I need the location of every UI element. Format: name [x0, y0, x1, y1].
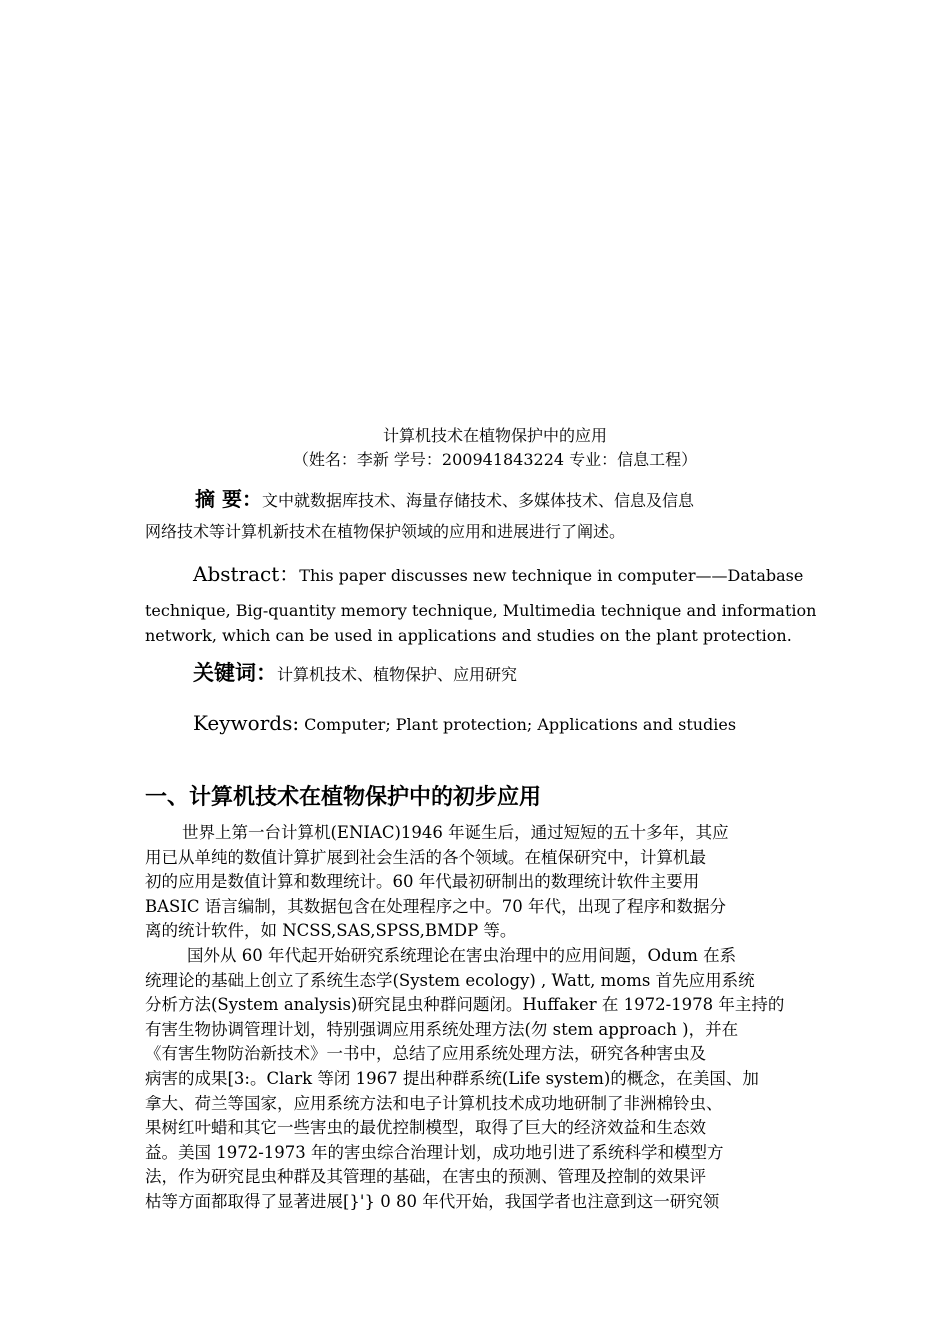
abstract-cn — [145, 484, 807, 544]
paragraph-line: 益。美国 1972-1973 年的害虫综合治理计划，成功地引进了系统科学和模型方 — [145, 1142, 724, 1162]
abstract-en-label: Abstract： — [193, 562, 300, 586]
paragraph-line: BASIC 语言编制，其数据包含在处理程序之中。70 年代，出现了程序和数据分 — [145, 896, 726, 916]
paragraph-line: 法，作为研究昆虫种群及其管理的基础，在害虫的预测、管理及控制的效果评 — [145, 1167, 706, 1187]
abstract-en — [145, 560, 817, 648]
abstract-cn-line-2: 网络技术等计算机新技术在植物保护领域的应用和进展进行了阐述。 — [145, 522, 626, 541]
paper-title: 计算机技术在植物保护中的应用 — [382, 426, 607, 445]
paragraph-line: 枯等方面都取得了显著进展[}'} 0 80 年代开始，我国学者也注意到这一研究领 — [145, 1191, 720, 1211]
paragraph-line: 病害的成果[3:。Clark 等闭 1967 提出种群系统(Life system)的概念，在美国、加 — [145, 1068, 759, 1088]
keywords-en-text: Computer; Plant protection; Applications and studies — [304, 715, 737, 734]
keywords-en-label: Keywords: — [193, 711, 300, 735]
keywords-cn — [145, 658, 807, 690]
paragraph-line: 统理论的基础上创立了系统生态学(System ecology) , Watt, moms 首先应用系统 — [145, 970, 755, 990]
abstract-en-line-2: technique, Big-quantity memory technique, Multimedia technique and information — [145, 601, 817, 620]
abstract-en-line-3: network, which can be used in applications and studies on the plant protection. — [145, 626, 792, 645]
body-paragraph-2 — [145, 944, 815, 1215]
keywords-en — [145, 708, 807, 740]
paragraph-line: 果树红叶蜡和其它一些害虫的最优控制模型，取得了巨大的经济效益和生态效 — [145, 1118, 706, 1138]
paragraph-line: 用已从单纯的数值计算扩展到社会生活的各个领域。在植保研究中，计算机最 — [145, 847, 706, 867]
paragraph-line: 离的统计软件，如 NCSS,SAS,SPSS,BMDP 等。 — [145, 921, 517, 941]
keywords-cn-label: 关键词： — [193, 660, 277, 685]
paragraph-line: 国外从 60 年代起开始研究系统理论在害虫治理中的应用间题，Odum 在系 — [187, 946, 737, 965]
paragraph-line: 拿大、荷兰等国家，应用系统方法和电子计算机技术成功地研制了非洲棉铃虫、 — [145, 1093, 723, 1113]
paragraph-line: 有害生物协调管理计划，特别强调应用系统处理方法(勿 stem approach )，并在 — [145, 1019, 739, 1039]
paragraph-line: 《有害生物防治新技术》一书中，总结了应用系统处理方法，研究各种害虫及 — [145, 1044, 706, 1064]
abstract-cn-line-1: 摘 要：文中就数据库技术、海量存储技术、多媒体技术、信息及信息 — [195, 487, 694, 511]
paragraph-line: 分析方法(System analysis)研究昆虫种群问题闭。Huffaker 在 1972-1978 年主持的 — [145, 995, 785, 1015]
author-info: （姓名：李新 学号：200941843224 专业：信息工程） — [292, 450, 698, 469]
abstract-cn-label: 摘 要： — [195, 487, 262, 511]
abstract-en-line-1: Abstract：This paper discusses new technique in computer——Database — [193, 562, 804, 586]
paragraph-line: 世界上第一台计算机(ENIAC)1946 年诞生后，通过短短的五十多年，其应 — [182, 823, 729, 842]
keywords-cn-text: 计算机技术、植物保护、应用研究 — [277, 665, 518, 684]
body-paragraph-1 — [145, 821, 815, 944]
paragraph-line: 初的应用是数值计算和数理统计。60 年代最初研制出的数理统计软件主要用 — [145, 872, 700, 892]
section-heading: 一、计算机技术在植物保护中的初步应用 — [145, 784, 542, 810]
